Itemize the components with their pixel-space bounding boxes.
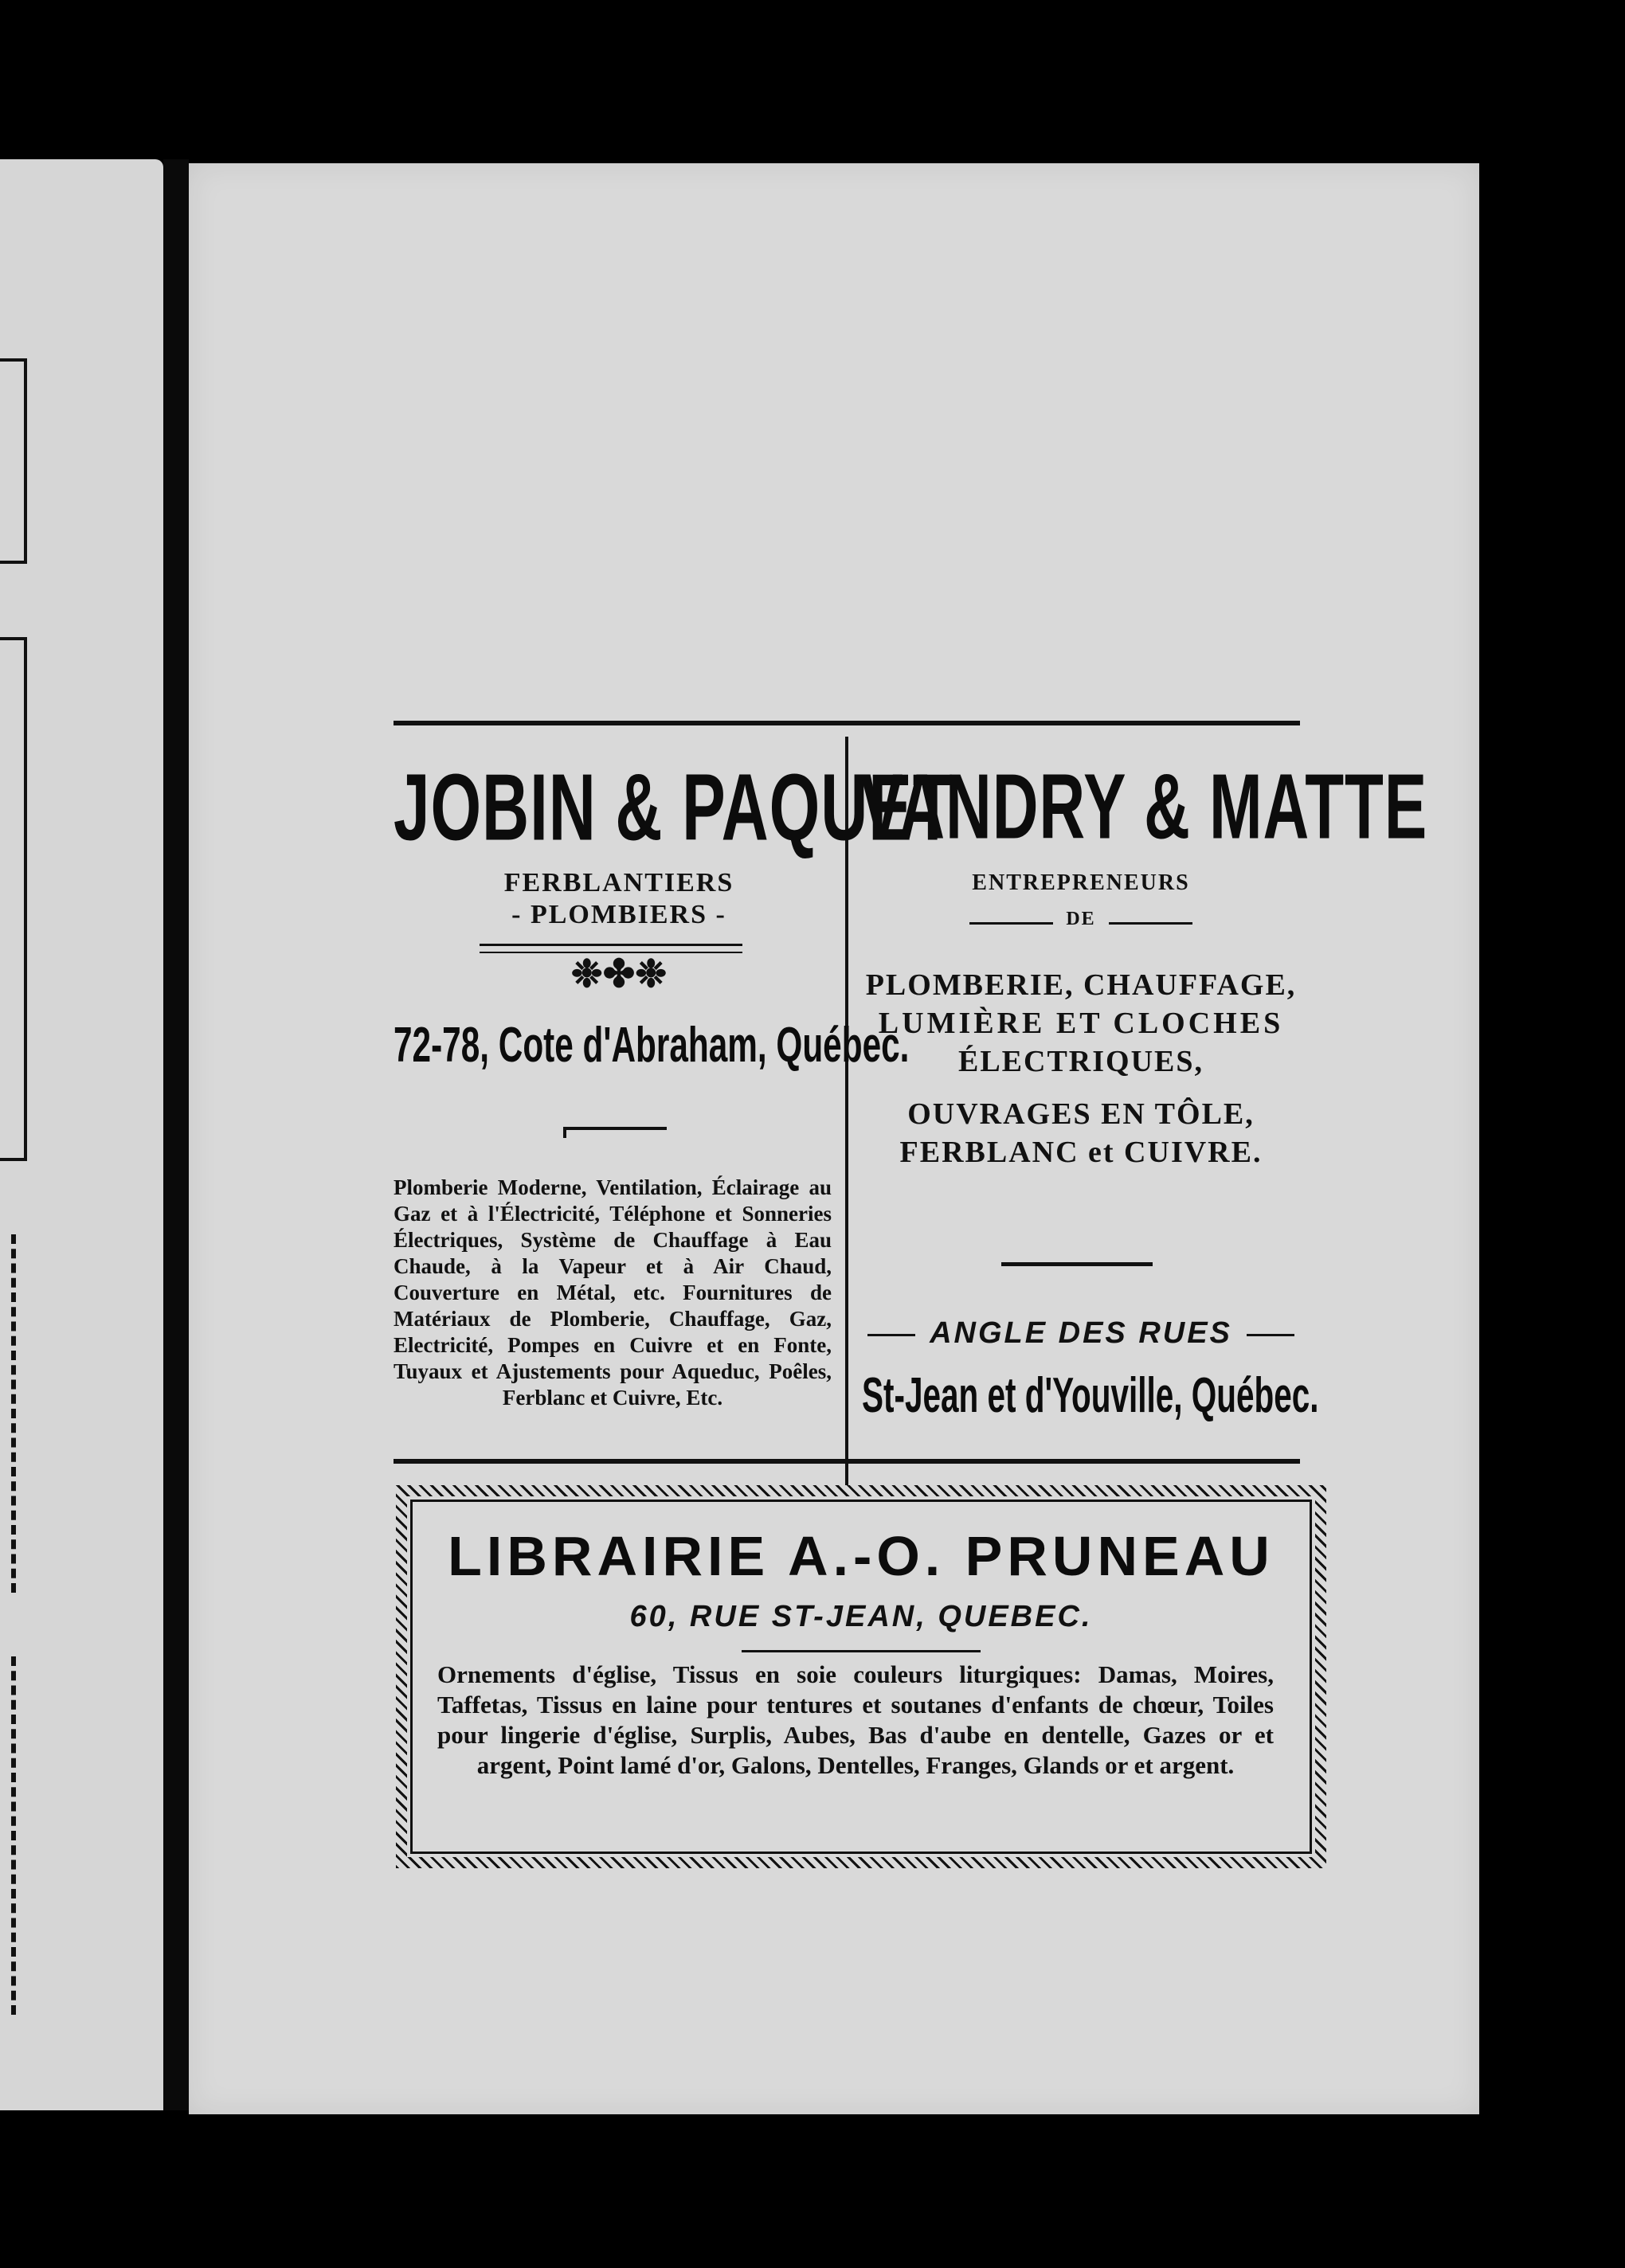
jobin-trade-line1: FERBLANTIERS: [503, 868, 734, 897]
jobin-description: Plomberie Moderne, Ventilation, Éclairage au Gaz et à l'Électricité, Téléphone et Sonneries Électriques, Système de Chauffage à Eau Chaude, à la Vapeur et à Air Chaud, Couverture en Métal, etc. Fournitures de Matériaux de Plomberie, Chauffage, Gaz, Electricité, Pompes en Cuivre et en Fonte, Tuyaux et Ajustements pour Aqueduc, Poêles, Ferblanc et Cuivre, Etc.: [394, 1175, 832, 1410]
adjacent-border-frame: [0, 637, 27, 1161]
jobin-address: 72-78, Cote d'Abraham, Québec.: [394, 1016, 910, 1073]
vandry-line3: ÉLECTRIQUES,: [957, 1045, 1204, 1078]
top-rule: [394, 721, 1300, 725]
adjacent-page-edge: [0, 159, 163, 2110]
jobin-underline: [480, 944, 742, 946]
jobin-ornament: ❉✤❉: [570, 952, 668, 996]
vandry-sub-rule-left: [969, 922, 1053, 925]
pruneau-name: LIBRAIRIE A.-O. PRUNEAU: [448, 1525, 1275, 1587]
jobin-paquet-name: JOBIN & PAQUET: [394, 753, 953, 860]
vandry-line2: LUMIÈRE ET CLOCHES: [878, 1007, 1284, 1040]
jobin-short-rule-tick: [563, 1127, 566, 1138]
vandry-angle-rule-left: [867, 1334, 915, 1336]
advertisement-page: [189, 163, 1479, 2114]
vandry-subtitle2: DE: [1066, 909, 1096, 929]
vandry-angle: ANGLE DES RUES: [930, 1316, 1232, 1350]
vandry-sub-rule-right: [1109, 922, 1192, 925]
vandry-short-rule: [1001, 1262, 1153, 1266]
book-spine: [163, 159, 189, 2110]
pruneau-rule: [742, 1650, 981, 1652]
vandry-address: St-Jean et d'Youville, Québec.: [862, 1367, 1319, 1423]
vandry-matte-name: VANDRY & MATTE: [860, 755, 1428, 858]
adjacent-border-frame: [0, 358, 27, 564]
vandry-subtitle1: ENTREPRENEURS: [972, 870, 1190, 895]
vandry-line5: FERBLANC et CUIVRE.: [899, 1136, 1263, 1169]
adjacent-zigzag-border: [0, 1656, 16, 2015]
jobin-trade-line2: - PLOMBIERS -: [511, 900, 726, 929]
section-bottom-rule: [394, 1459, 1300, 1464]
adjacent-zigzag-border: [0, 1234, 16, 1593]
pruneau-description: Ornements d'église, Tissus en soie couleurs liturgiques: Damas, Moires, Taffetas, Tissus en laine pour tentures et soutanes d'enfants de chœur, Toiles pour lingerie d'église, Surplis, Aubes, Bas d'aube en dentelle, Gazes or et argent, Point lamé d'or, Galons, Dentelles, Franges, Glands or et argent.: [437, 1660, 1274, 1779]
vandry-angle-rule-right: [1247, 1334, 1294, 1336]
pruneau-address: 60, RUE ST-JEAN, QUEBEC.: [629, 1600, 1093, 1633]
pruneau-ad-box: [396, 1485, 1326, 1868]
column-divider: [845, 737, 848, 1613]
vandry-line1: PLOMBERIE, CHAUFFAGE,: [865, 968, 1297, 1002]
vandry-line4: OUVRAGES EN TÔLE,: [907, 1097, 1255, 1131]
jobin-short-rule: [563, 1127, 667, 1130]
